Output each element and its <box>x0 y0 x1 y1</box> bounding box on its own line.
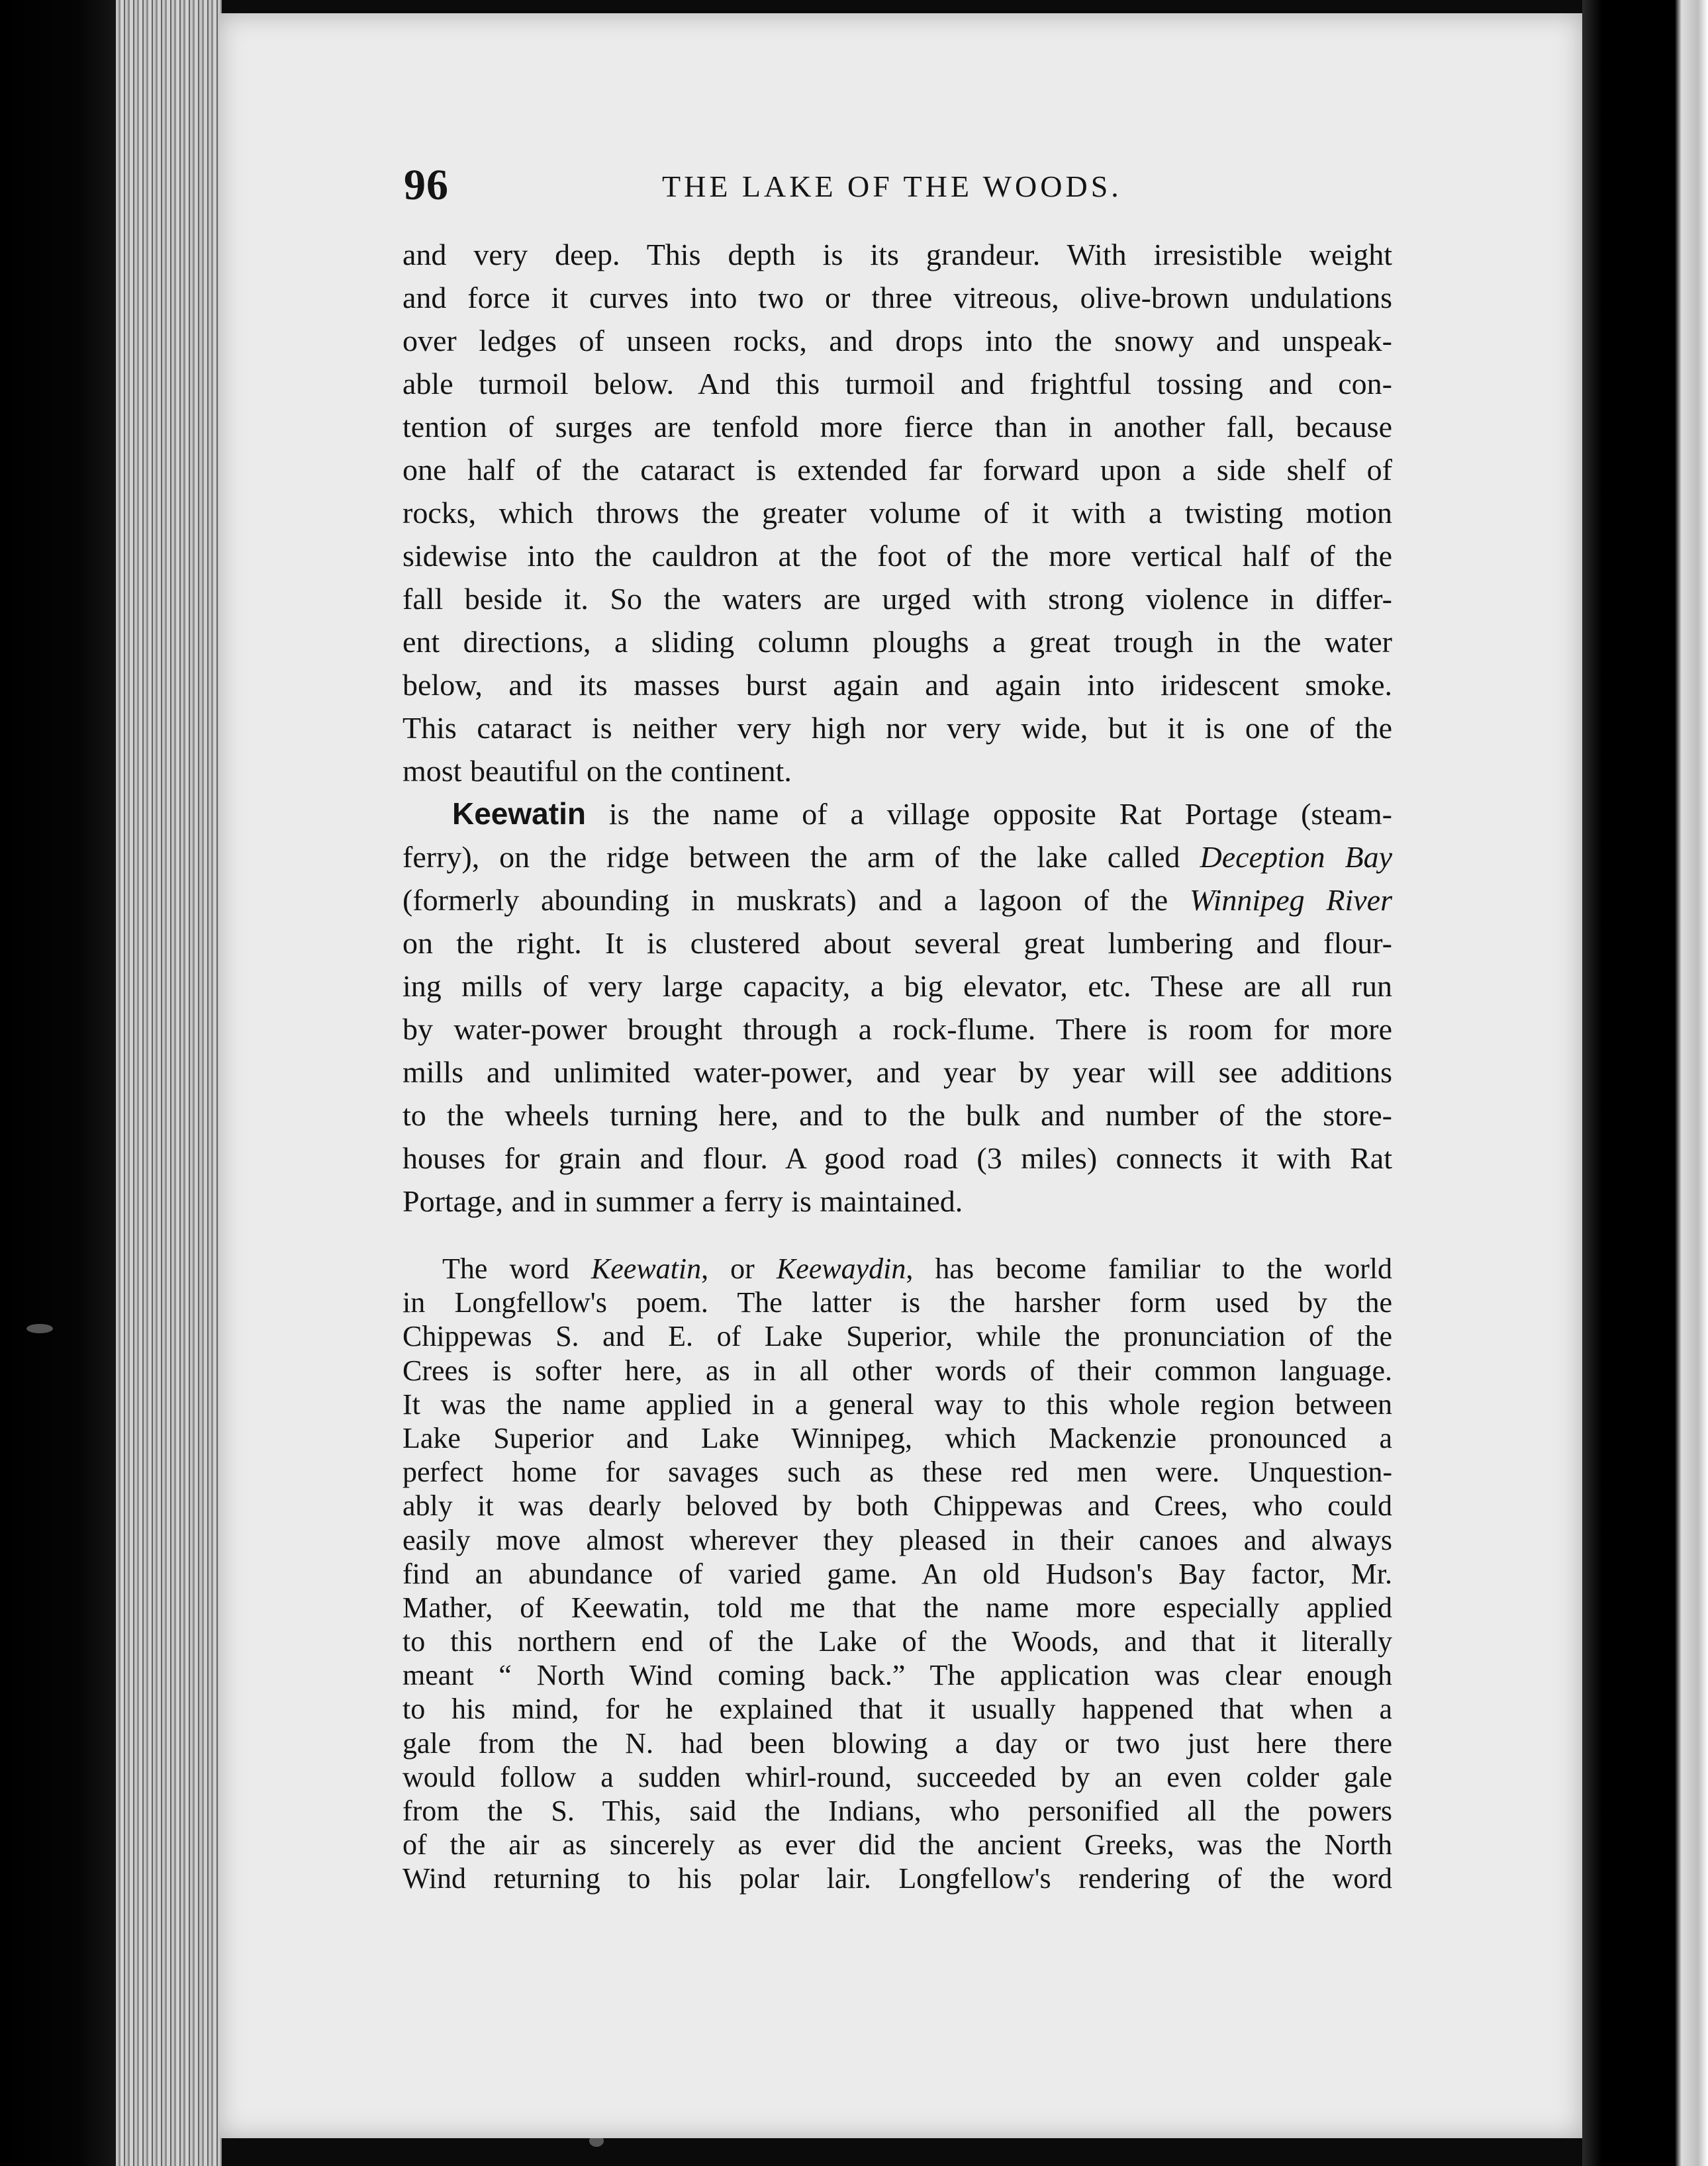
text-line: houses for grain and flour. A good road (3 miles) connects it with Rat <box>403 1141 1392 1175</box>
text-line: Chippewas S. and E. of Lake Superior, while the pronunciation of the <box>403 1320 1392 1353</box>
text-line: perfect home for savages such as these red men were. Unquestion- <box>403 1456 1392 1489</box>
body-text <box>403 233 1392 1896</box>
book-binding-edge <box>1582 0 1708 2166</box>
paragraph-waterfall <box>403 233 1392 792</box>
paragraph-word-keewatin <box>403 1252 1392 1896</box>
text-line: sidewise into the cauldron at the foot of the more vertical half of the <box>403 539 1392 573</box>
text-line: tention of surges are tenfold more fierce than in another fall, because <box>403 410 1392 444</box>
text-line: and force it curves into two or three vitreous, olive-brown undulations <box>403 281 1392 314</box>
text-line: Mather, of Keewatin, told me that the name more especially applied <box>403 1591 1392 1624</box>
text-line: ably it was dearly beloved by both Chippewas and Crees, who could <box>403 1489 1392 1523</box>
text-line: fall beside it. So the waters are urged with strong violence in differ- <box>403 582 1392 616</box>
text-line: to the wheels turning here, and to the bulk and number of the store- <box>403 1098 1392 1132</box>
text-line: Portage, and in summer a ferry is maintained. <box>403 1184 963 1218</box>
text-line <box>403 792 1392 835</box>
text-line: most beautiful on the continent. <box>403 754 792 788</box>
text-line: would follow a sudden whirl-round, succeeded by an even colder gale <box>403 1760 1392 1793</box>
italic-place-name: Winnipeg River <box>1189 883 1392 917</box>
text-line: in Longfellow's poem. The latter is the harsher form used by the <box>403 1286 1392 1319</box>
text-line: easily move almost wherever they pleased in their canoes and always <box>403 1523 1392 1556</box>
stacked-page-edges <box>116 0 222 2166</box>
italic-place-name: Deception Bay <box>1200 840 1393 874</box>
text-run: The word <box>442 1252 591 1285</box>
text-line: on the right. It is clustered about several great lumbering and flour- <box>403 926 1392 960</box>
text-run: is the name of a village opposite Rat Portage (steam- <box>585 797 1392 831</box>
text-line: meant “ North Wind coming back.” The application was clear enough <box>403 1659 1392 1692</box>
text-line <box>403 1252 1392 1286</box>
paragraph-keewatin-village <box>403 792 1392 1223</box>
text-line: able turmoil below. And this turmoil and frightful tossing and con- <box>403 367 1392 400</box>
text-line: This cataract is neither very high nor very wide, but it is one of the <box>403 711 1392 745</box>
text-run: , or <box>701 1252 777 1285</box>
text-line: gale from the N. had been blowing a day or two just here there <box>403 1726 1392 1760</box>
text-line: ent directions, a sliding column ploughs a great trough in the water <box>403 625 1392 659</box>
text-line: by water-power brought through a rock-flume. There is room for more <box>403 1012 1392 1046</box>
page-number: 96 <box>404 161 449 209</box>
book-page <box>218 13 1582 2138</box>
text-run: ferry), on the ridge between the arm of the lake called <box>403 840 1200 874</box>
text-line: mills and unlimited water-power, and year by year will see additions <box>403 1055 1392 1089</box>
text-line: ing mills of very large capacity, a big elevator, etc. These are all run <box>403 969 1392 1003</box>
text-line: one half of the cataract is extended far forward upon a side shelf of <box>403 453 1392 487</box>
text-line: find an abundance of varied game. An old Hudson's Bay factor, Mr. <box>403 1557 1392 1590</box>
italic-word: Keewatin <box>591 1252 702 1285</box>
text-line: and very deep. This depth is its grandeur. With irresistible weight <box>403 238 1392 271</box>
text-line: below, and its masses burst again and again into iridescent smoke. <box>403 668 1392 702</box>
lead-word: Keewatin <box>452 796 586 831</box>
text-line <box>403 878 1392 921</box>
scan-speck <box>26 1324 53 1333</box>
text-line <box>403 835 1392 878</box>
scan-left-margin <box>0 0 126 2166</box>
text-line: over ledges of unseen rocks, and drops into the snowy and unspeak- <box>403 324 1392 357</box>
text-run: (formerly abounding in muskrats) and a lagoon of the <box>403 883 1190 917</box>
italic-word: Keewaydin <box>776 1252 906 1285</box>
text-line: Lake Superior and Lake Winnipeg, which Mackenzie pronounced a <box>403 1421 1392 1454</box>
text-line: It was the name applied in a general way to this whole region between <box>403 1388 1392 1421</box>
text-line: Crees is softer here, as in all other words of their common language. <box>403 1354 1392 1387</box>
text-run: , has become familiar to the world <box>906 1252 1393 1285</box>
text-line: to his mind, for he explained that it usually happened that when a <box>403 1693 1392 1726</box>
text-line: from the S. This, said the Indians, who personified all the powers <box>403 1795 1392 1827</box>
text-line: to this northern end of the Lake of the Woods, and that it literally <box>403 1625 1392 1658</box>
running-title: THE LAKE OF THE WOODS. <box>662 169 1122 203</box>
text-line: rocks, which throws the greater volume of it with a twisting motion <box>403 496 1392 530</box>
text-line: of the air as sincerely as ever did the ancient Greeks, was the North <box>403 1828 1392 1861</box>
text-line: Wind returning to his polar lair. Longfellow's rendering of the word <box>403 1862 1392 1895</box>
